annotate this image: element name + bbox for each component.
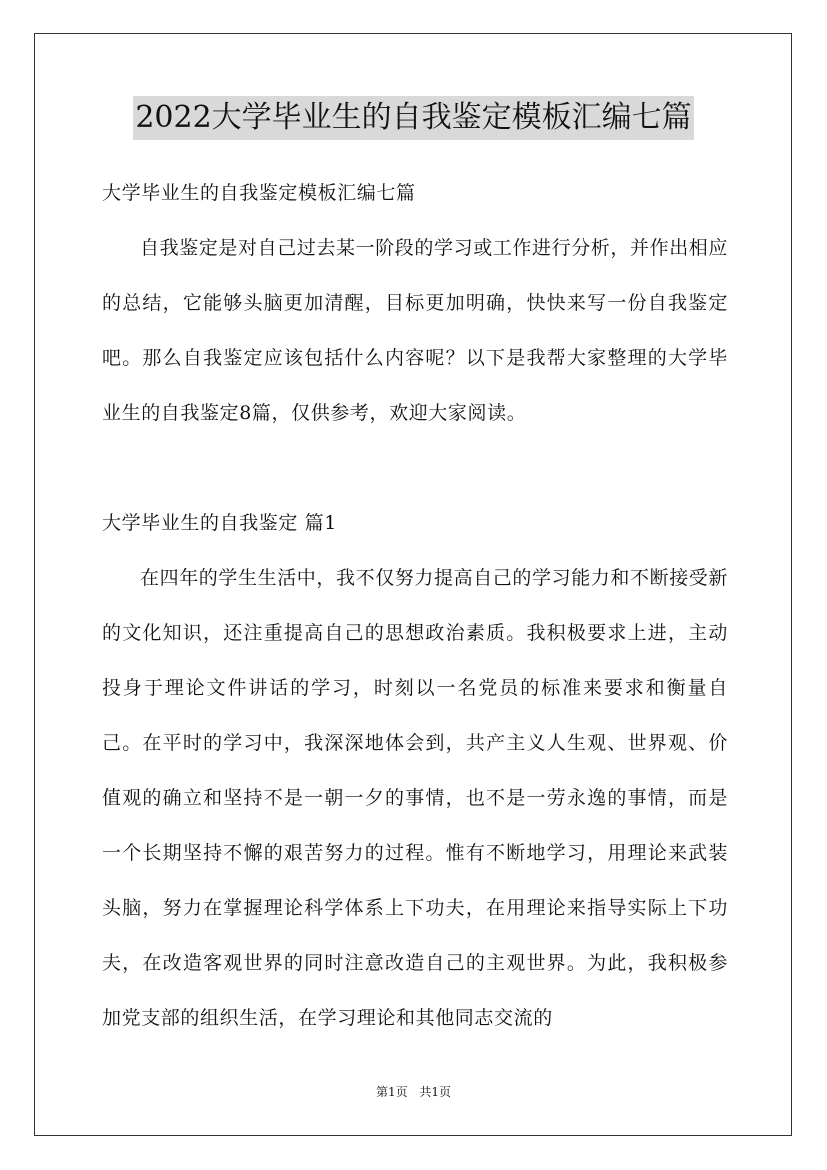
paragraph-spacer bbox=[102, 441, 728, 496]
section-heading: 大学毕业生的自我鉴定 篇1 bbox=[102, 512, 337, 534]
intro-paragraph: 自我鉴定是对自己过去某一阶段的学习或工作进行分析，并作出相应的总结，它能够头脑更加清醒，目标更加明确，快快来写一份自我鉴定吧。那么自我鉴定应该包括什么内容呢？以下是我帮大家整理的大学毕业生的自我鉴定8篇，仅供参考，欢迎大家阅读。 bbox=[102, 237, 729, 424]
document-subtitle: 大学毕业生的自我鉴定模板汇编七篇 bbox=[102, 182, 416, 204]
document-title: 2022大学毕业生的自我鉴定模板汇编七篇 bbox=[133, 96, 693, 140]
document-body bbox=[102, 166, 728, 1046]
title-wrapper bbox=[0, 96, 827, 140]
page-footer bbox=[0, 1084, 827, 1100]
page-total: 共1页 bbox=[419, 1085, 452, 1099]
page-number: 第1页 bbox=[375, 1085, 408, 1099]
section-paragraph: 在四年的学生生活中，我不仅努力提高自己的学习能力和不断接受新的文化知识，还注重提高自己的思想政治素质。我积极要求上进，主动投身于理论文件讲话的学习，时刻以一名党员的标准来要求和衡量自己。在平时的学习中，我深深地体会到，共产主义人生观、世界观、价值观的确立和坚持不是一朝一夕的事情，也不是一劳永逸的事情，而是一个长期坚持不懈的艰苦努力的过程。惟有不断地学习，用理论来武装头脑，努力在掌握理论科学体系上下功夫，在用理论来指导实际上下功夫，在改造客观世界的同时注意改造自己的主观世界。为此，我积极参加党支部的组织生活，在学习理论和其他同志交流的 bbox=[102, 567, 729, 1029]
